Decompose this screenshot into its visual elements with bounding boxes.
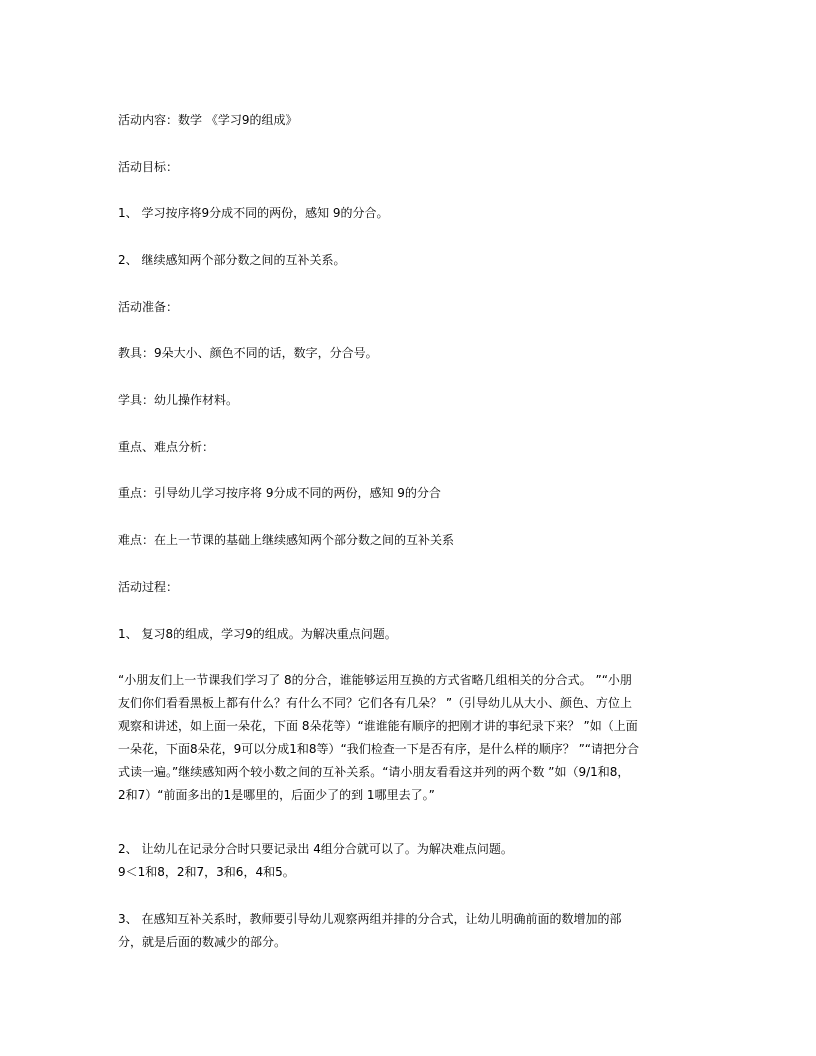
goals-heading: 活动目标：: [118, 160, 179, 174]
paragraph-line: 观察和讲述，如上面一朵花，下面 8朵花等）“谁谁能有顺序的把刚才讲的事纪录下来？ ”如（上面: [118, 719, 638, 733]
paragraph-line: 9＜1和8，2和7，3和6，4和5。: [118, 865, 295, 879]
process-step-1: 1、 复习8的组成，学习9的组成。为解决重点问题。: [118, 627, 397, 641]
goal-item-1: 1、 学习按序将9分成不同的两份，感知 9的分合。: [118, 206, 389, 220]
process-heading: 活动过程：: [118, 580, 179, 594]
goal-item-2: 2、 继续感知两个部分数之间的互补关系。: [118, 253, 346, 267]
paragraph-line: 2、 让幼儿在记录分合时只要记录出 4组分合就可以了。为解决难点问题。: [118, 842, 513, 856]
process-step-3: [118, 908, 704, 954]
key-point: 重点：引导幼儿学习按序将 9分成不同的两份，感知 9的分合: [118, 486, 441, 500]
prep-student: 学具：幼儿操作材料。: [118, 393, 239, 407]
title-line: 活动内容：数学 《学习9的组成》: [118, 113, 298, 127]
prep-heading: 活动准备：: [118, 300, 179, 314]
paragraph-line: 3、 在感知互补关系时，教师要引导幼儿观察两组并排的分合式，让幼儿明确前面的数增加的部: [118, 912, 622, 926]
prep-teacher: 教具：9朵大小、颜色不同的话，数字，分合号。: [118, 346, 378, 360]
paragraph-line: 分，就是后面的数减少的部分。: [118, 935, 287, 949]
paragraph-line: “小朋友们上一节课我们学习了 8的分合，谁能够运用互换的方式省略几组相关的分合式。 ”“小朋: [118, 673, 632, 687]
analysis-heading: 重点、难点分析：: [118, 440, 215, 454]
paragraph-line: 2和7）“前面多出的1是哪里的，后面少了的到 1哪里去了。”: [118, 788, 435, 802]
paragraph-line: 友们你们看看黑板上都有什么？有什么不同？它们各有几朵？ ”（引导幼儿从大小、颜色、方位上: [118, 696, 633, 710]
paragraph-line: 式读一遍。”继续感知两个较小数之间的互补关系。“请小朋友看看这并列的两个数 ”如（9/1和8，: [118, 765, 630, 779]
difficult-point: 难点：在上一节课的基础上继续感知两个部分数之间的互补关系: [118, 533, 455, 547]
paragraph-line: 一朵花，下面8朵花，9可以分成1和8等）“我们检查一下是否有序，是什么样的顺序？ ”“请把分合: [118, 742, 640, 756]
process-step-1-detail: [118, 669, 704, 807]
process-step-2: [118, 838, 704, 884]
